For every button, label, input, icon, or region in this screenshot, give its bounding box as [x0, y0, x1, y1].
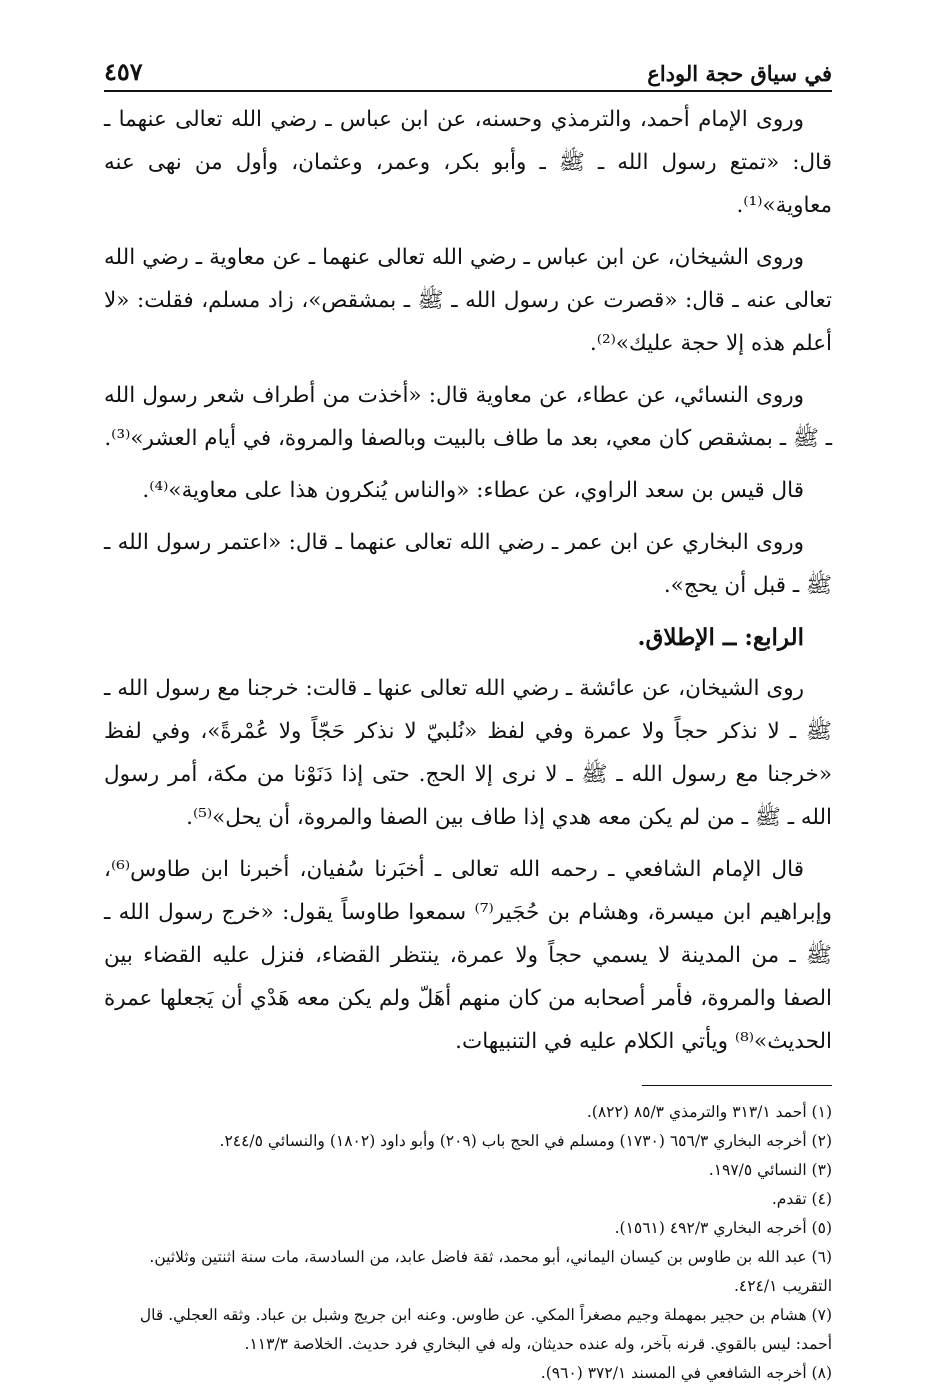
paragraph-qays: قال قيس بن سعد الراوي، عن عطاء: «والناس يُنكرون هذا على معاوية»⁽⁴⁾.: [142, 478, 804, 503]
paragraph-shafii: قال الإمام الشافعي ـ رحمه الله تعالى ـ أخبَرنا سُفيان، أخبرنا ابن طاوس⁽⁶⁾، وإبراهيم ابن ميسرة، وهشام بن حُجَير⁽⁷⁾ سمعوا طاوساً يقول: «خرج رسول الله ـ ﷺ ـ من المدينة لا يسمي حجاً ولا عمرة، ينتظر القضاء، فنزل عليه القضاء بين الصفا والمروة، فأمر أصحابه من كان منهم أهَلّ ولم يكن معه هَدْي أن يَجعلها عمرة الحديث»⁽⁸⁾ ويأتي الكلام عليه في التنبيهات.: [104, 857, 832, 1054]
paragraph-bukhari: وروى البخاري عن ابن عمر ـ رضي الله تعالى عنهما ـ قال: «اعتمر رسول الله ـ ﷺ ـ قبل أن يحج».: [104, 530, 832, 598]
paragraph-ahmad: وروى الإمام أحمد، والترمذي وحسنه، عن ابن عباس ـ رضي الله تعالى عنهما ـ قال: «تمتع رسول الله ـ ﷺ ـ وأبو بكر، وعمر، وعثمان، وأول من نهى عنه معاوية»⁽¹⁾.: [104, 107, 832, 218]
running-header: [104, 50, 832, 92]
document-page: [104, 50, 832, 1388]
header-title: في سياق حجة الوداع: [647, 61, 832, 86]
footnote: (٥) أخرجه البخاري ٤٩٢/٣ (١٥٦١).: [614, 1219, 832, 1237]
footnotes: [104, 1098, 832, 1388]
paragraph-shaykhan-muawiya: وروى الشيخان، عن ابن عباس ـ رضي الله تعالى عنهما ـ عن معاوية ـ رضي الله تعالى عنه ـ قال: «قصرت عن رسول الله ـ ﷺ ـ بمشقص»، زاد مسلم، فقلت: «لا أعلم هذه إلا حجة عليك»⁽²⁾.: [104, 245, 832, 356]
section-heading: الرابع: ــ الإطلاق.: [637, 624, 804, 651]
footnote: (١) أحمد ٣١٣/١ والترمذي ٨٥/٣ (٨٢٢).: [586, 1103, 832, 1121]
paragraph-nasai: وروى النسائي، عن عطاء، عن معاوية قال: «أخذت من أطراف شعر رسول الله ـ ﷺ ـ بمشقص كان معي، بعد ما طاف بالبيت وبالصفا والمروة، في أيام العشر»⁽³⁾.: [104, 383, 832, 451]
footnote: (٢) أخرجه البخاري ٦٥٦/٣ (١٧٣٠) ومسلم في الحج باب (٢٠٩) وأبو داود (١٨٠٢) والنسائي ٢٤٤/٥.: [219, 1132, 832, 1150]
paragraph-aisha: روى الشيخان، عن عائشة ـ رضي الله تعالى عنها ـ قالت: خرجنا مع رسول الله ـ ﷺ ـ لا نذكر حجاً ولا عمرة وفي لفظ «نُلبيّ لا نذكر حَجّاً ولا عُمْرةً»، وفي لفظ «خرجنا مع رسول الله ـ ﷺ ـ لا نرى إلا الحج. حتى إذا دَنَوْنا من مكة، أمر رسول الله ـ ﷺ ـ من لم يكن معه هدي إذا طاف بين الصفا والمروة، أن يحل»⁽⁵⁾.: [104, 676, 832, 830]
footnote: (٣) النسائي ١٩٧/٥.: [708, 1161, 832, 1179]
footnote: (٦) عبد الله بن طاوس بن كيسان اليماني، أبو محمد، ثقة فاضل عابد، من السادسة، مات سنة اثنتين وثلاثين. التقريب ٤٢٤/١.: [149, 1248, 832, 1295]
footnote-separator: [642, 1085, 832, 1086]
main-text: [104, 98, 832, 1063]
footnote: (٤) تقدم.: [771, 1190, 832, 1208]
footnote: (٨) أخرجه الشافعي في المسند ٣٧٢/١ (٩٦٠).: [540, 1364, 832, 1382]
page-number: ٤٥٧: [104, 57, 143, 86]
footnote: (٧) هشام بن حجير بمهملة وجيم مصغراً المكي. عن طاوس. وعنه ابن جريج وشبل بن عباد. وثقه العجلي. قال أحمد: ليس بالقوي. قرنه بآخر، وله عنده حديثان، وله في البخاري فرد حديث. الخلاصة ١١٣/٣.: [139, 1306, 832, 1353]
